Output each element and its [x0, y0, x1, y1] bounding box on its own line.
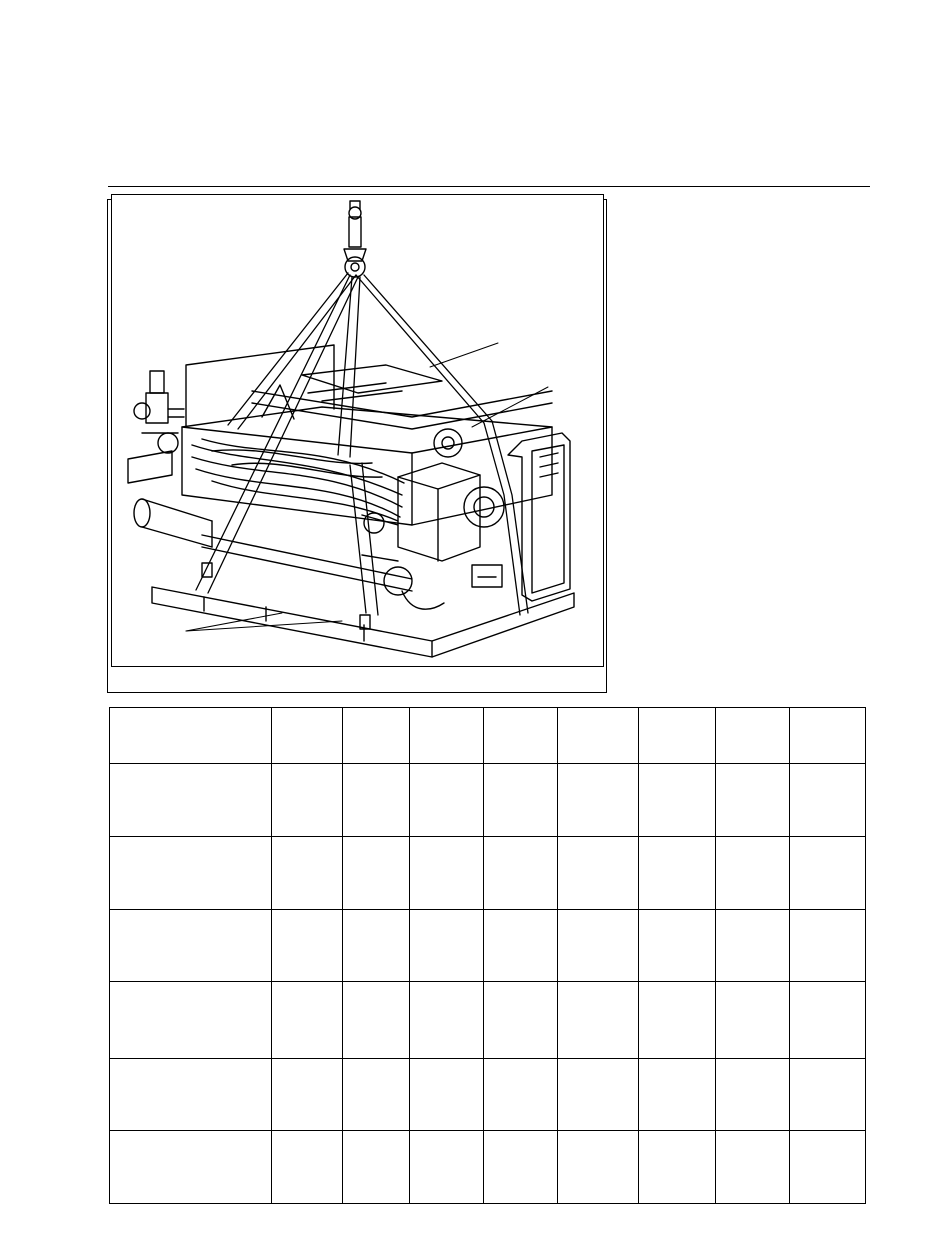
table-row [110, 982, 866, 1059]
table-cell [558, 837, 639, 910]
table-cell [790, 1131, 866, 1204]
lifting-diagram [112, 195, 602, 665]
table-cell [272, 1131, 343, 1204]
sling-straps [196, 273, 528, 615]
table-cell [110, 764, 272, 837]
figure-frame [111, 194, 604, 667]
table-cell [410, 837, 484, 910]
table-cell [716, 837, 790, 910]
table-cell [343, 1131, 410, 1204]
table-cell [639, 982, 716, 1059]
table-cell [484, 837, 558, 910]
table-cell [343, 764, 410, 837]
table-cell [272, 708, 343, 764]
table-cell [790, 708, 866, 764]
table-cell [716, 1131, 790, 1204]
table-cell [410, 1131, 484, 1204]
table-cell [484, 1131, 558, 1204]
table-cell [410, 1059, 484, 1131]
table-cell [790, 910, 866, 982]
table-cell [343, 837, 410, 910]
table-cell [272, 982, 343, 1059]
table-cell [558, 1131, 639, 1204]
table-cell [639, 708, 716, 764]
table-cell [790, 982, 866, 1059]
table-row [110, 1059, 866, 1131]
table-row [110, 1131, 866, 1204]
table-row [110, 837, 866, 910]
table-cell [484, 1059, 558, 1131]
table-cell [343, 910, 410, 982]
table-cell [410, 764, 484, 837]
table-cell [272, 910, 343, 982]
table-cell [410, 982, 484, 1059]
callout-leaders [186, 343, 548, 631]
table-cell [110, 982, 272, 1059]
table-row [110, 910, 866, 982]
table-cell [716, 1059, 790, 1131]
table-cell [558, 910, 639, 982]
table-cell [558, 764, 639, 837]
table-cell [716, 764, 790, 837]
table-cell [343, 1059, 410, 1131]
top-rails [186, 345, 552, 429]
table-cell [716, 910, 790, 982]
table-cell [639, 1131, 716, 1204]
table-cell [639, 837, 716, 910]
table-cell [110, 1059, 272, 1131]
table-cell [272, 1059, 343, 1131]
table-cell [716, 982, 790, 1059]
table-cell [484, 764, 558, 837]
lifting-hook [344, 201, 366, 277]
table-cell [639, 910, 716, 982]
table-cell [716, 708, 790, 764]
table-cell [272, 837, 343, 910]
table-cell [272, 764, 343, 837]
table-cell [639, 1059, 716, 1131]
table-cell [639, 764, 716, 837]
table-cell [110, 837, 272, 910]
table-cell [790, 764, 866, 837]
table-cell [790, 837, 866, 910]
table-cell [410, 910, 484, 982]
table-cell [484, 910, 558, 982]
table-cell [110, 1131, 272, 1204]
table-cell [110, 708, 272, 764]
table-cell [343, 708, 410, 764]
table-cell [484, 982, 558, 1059]
table-cell [484, 708, 558, 764]
table-cell [410, 708, 484, 764]
table-cell [558, 1059, 639, 1131]
table-body [110, 708, 866, 1204]
table-cell [558, 982, 639, 1059]
header-rule [108, 186, 870, 187]
safety-valve [134, 371, 184, 453]
table-cell [790, 1059, 866, 1131]
data-table [109, 707, 866, 1204]
table-row [110, 764, 866, 837]
table-cell [343, 982, 410, 1059]
table-cell [558, 708, 639, 764]
table-row [110, 708, 866, 764]
table-cell [110, 910, 272, 982]
